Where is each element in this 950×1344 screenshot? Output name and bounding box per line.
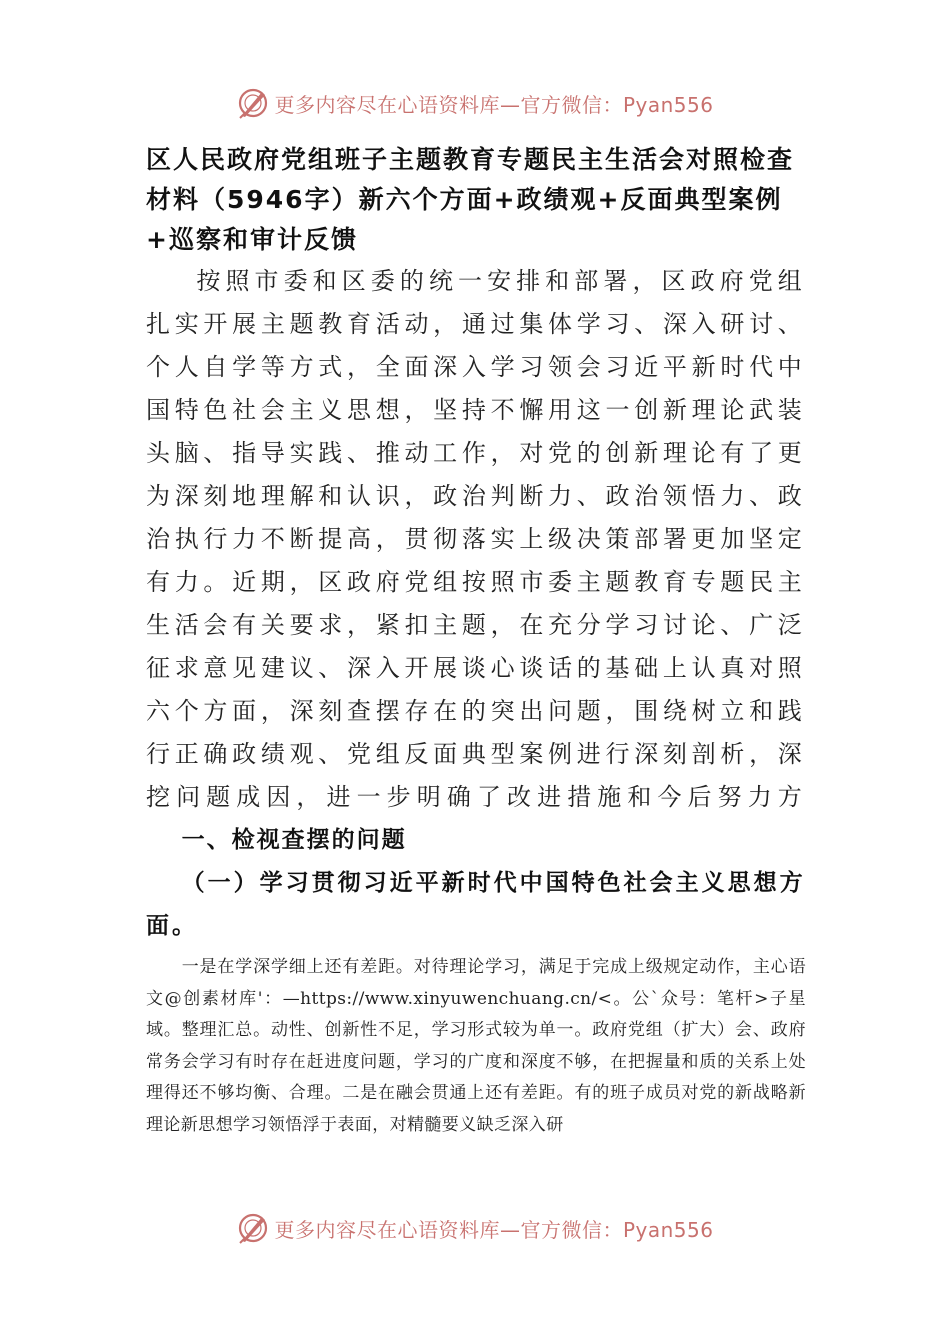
body-paragraph-1: 一是在学深学细上还有差距。对待理论学习，满足于完成上级规定动作，主心语文@创素材库'：—https://www.xinyuwenchuang.cn/<。公`众号：笔杆>子星域。整理汇总。动性、创新性不足，学习形式较为单一。政府党组（扩大）会、政府常务会学习有时存在赶进度问题，学习的广度和深度不够，在把握量和质的关系上处理得还不够均衡、合理。二是在融会贯通上还有差距。有的班子成员对党的新战略新理论新思想学习领悟浮于表面，对精髓要义缺乏深入研 xyxy=(146,957,806,1135)
subsection-heading-1: （一）学习贯彻习近平新时代中国特色社会主义思想方面。 xyxy=(146,870,806,939)
footer-watermark xyxy=(0,1208,950,1248)
quill-seal-icon xyxy=(236,86,270,120)
watermark-text: 更多内容尽在心语资料库—官方微信：Pyan556 xyxy=(274,1217,714,1242)
intro-paragraph: 按照市委和区委的统一安排和部署，区政府党组扎实开展主题教育活动，通过集体学习、深入研讨、个人自学等方式，全面深入学习领会习近平新时代中国特色社会主义思想，坚持不懈用这一创新理论武装头脑、指导实践、推动工作，对党的创新理论有了更为深刻地理解和认识，政治判断力、政治领悟力、政治执行力不断提高，贯彻落实上级决策部署更加坚定有力。近期，区政府党组按照市委主题教育专题民主生活会有关要求，紧扣主题，在充分学习讨论、广泛征求意见建议、深入开展谈心谈话的基础上认真对照六个方面，深刻查摆存在的突出问题，围绕树立和践行正确政绩观、党组反面典型案例进行深刻剖析，深挖问题成因，进一步明确了改进措施和今后努力方 xyxy=(146,267,806,811)
document-title: 区人民政府党组班子主题教育专题民主生活会对照检查材料（5946字）新六个方面+政绩观+反面典型案例+巡察和审计反馈 xyxy=(146,145,795,254)
document-body xyxy=(146,140,806,1142)
header-watermark xyxy=(0,83,950,123)
section-heading-1: 一、检视查摆的问题 xyxy=(181,827,407,853)
quill-seal-icon xyxy=(236,1211,270,1245)
watermark-text: 更多内容尽在心语资料库—官方微信：Pyan556 xyxy=(274,92,714,117)
